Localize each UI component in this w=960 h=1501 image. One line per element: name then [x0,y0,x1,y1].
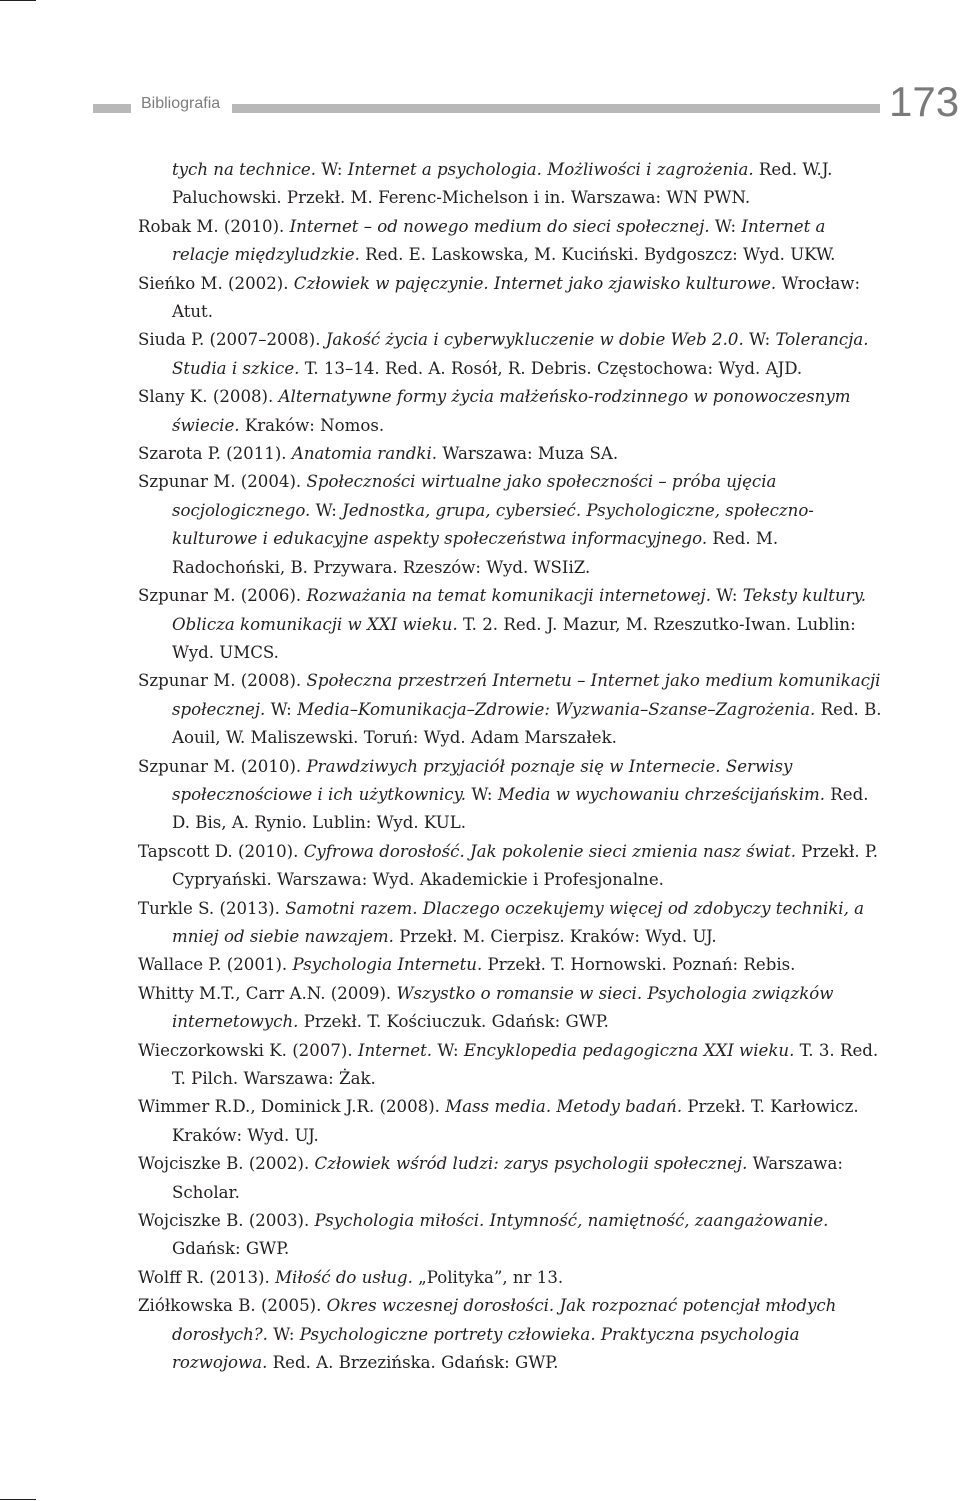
entry-title-text: Psychologia Internetu. [292,955,483,975]
entry-title-text: Miłość do usług. [275,1267,413,1287]
entry-title-text: Samotni razem. Dlaczego oczekujemy więcej od zdobyczy techniki, a mniej od siebie nawzajem. [172,898,865,946]
entry-title-text: Jakość życia i cyberwykluczenie w dobie Web 2.0. [325,330,744,350]
entry-text: Ziółkowska B. (2005). [138,1296,327,1316]
entry-text: Wojciszke B. (2003). [138,1211,315,1231]
entry-text: Wrocław: Atut. [172,273,861,322]
crop-mark-bottom [0,1499,36,1500]
entry-text: Red. M. Radochoński, B. Przywara. Rzeszów: Wyd. WSIiZ. [172,529,779,577]
entry-text: T. 3. Red. T. Pilch. Warszawa: Żak. [172,1040,879,1088]
bibliography-entry [138,156,884,213]
entry-text: W: [432,1040,464,1060]
entry-text: W: [710,586,743,606]
page-number: 173 [889,78,960,125]
bibliography-entry [138,1292,884,1377]
entry-text: Szarota P. (2011). [138,444,292,464]
entry-title-text: Media w wychowaniu chrześcijańskim. [497,784,826,804]
entry-text: Robak M. (2010). [138,216,290,236]
bibliography-entry [138,980,884,1037]
entry-text: W: [316,160,348,179]
entry-title-text: Okres wczesnej dorosłości. Jak rozpoznać potencjał młodych dorosłych?. [172,1296,837,1344]
bibliography-entry [138,753,884,838]
entry-title-text: Wszystko o romansie w sieci. Psychologia związków internetowych. [172,983,834,1032]
bibliography-entry [138,1150,884,1207]
entry-text: Wallace P. (2001). [138,955,293,975]
entry-text: Warszawa: Muza SA. [437,444,619,464]
entry-text: Szpunar M. (2004). [138,472,307,492]
entry-text: Red. D. Bis, A. Rynio. Lublin: Wyd. KUL. [172,784,869,833]
entry-title-text: Anatomia randki. [291,444,438,464]
bibliography-entry [138,1207,884,1264]
entry-title-text: tych na technice. [172,160,317,179]
entry-title-text: Społeczna przestrzeń Internetu – Internet jako medium komunikacji społecznej. [172,671,881,719]
entry-title-text: Psychologia miłości. Intymność, namiętność, zaangażowanie. [314,1211,829,1231]
entry-text: Siuda P. (2007–2008). [138,330,326,350]
entry-title-text: Jednostka, grupa, cybersieć. Psychologiczne, społeczno-kulturowe i edukacyjne aspekty społeczeństwa informacyjnego. [172,500,814,549]
entry-title-text: Internet. [357,1040,433,1060]
entry-title-text: Cyfrowa dorosłość. Jak pokolenie sieci zmienia nasz świat. [303,841,796,861]
entry-text: Wieczorkowski K. (2007). [138,1040,358,1060]
entry-text: Whitty M.T., Carr A.N. (2009). [138,983,397,1003]
entry-text: W: [310,500,343,520]
entry-text: Przekł. T. Hornowski. Poznań: Rebis. [482,955,796,975]
entry-text: Red. W.J. Paluchowski. Przekł. M. Ferenc-Michelson i in. Warszawa: WN PWN. [172,160,833,208]
running-header [0,78,960,128]
entry-title-text: Człowiek wśród ludzi: zarys psychologii społecznej. [314,1154,748,1174]
entry-text: Wojciszke B. (2002). [138,1154,315,1174]
entry-title-text: Człowiek w pajęczynie. Internet jako zjawisko kulturowe. [293,273,777,293]
entry-text: W: [709,216,742,236]
entry-text: Red. E. Laskowska, M. Kuciński. Bydgoszcz: Wyd. UKW. [359,245,836,265]
entry-title-text: Alternatywne formy życia małżeńsko-rodzinnego w ponowoczesnym świecie. [172,387,851,435]
entry-text: Szpunar M. (2006). [138,586,307,606]
header-bar [93,104,131,113]
bibliography-entry [138,383,884,440]
entry-text: Warszawa: Scholar. [172,1154,843,1202]
header-rule [232,104,880,113]
entry-title-text: Tolerancja. Studia i szkice. [172,330,869,378]
entry-text: Wolff R. (2013). [138,1267,276,1287]
entry-text: Przekł. T. Karłowicz. Kraków: Wyd. UJ. [172,1097,859,1145]
entry-text: Przekł. T. Kościuczuk. Gdańsk: GWP. [298,1012,609,1032]
entry-title-text: Rozważania na temat komunikacji internetowej. [306,586,711,606]
entry-text: W: [743,330,776,350]
bibliography-entry [138,213,884,270]
entry-text: Red. B. Aouil, W. Maliszewski. Toruń: Wyd. Adam Marszałek. [172,699,882,748]
entry-text: W: [466,784,498,804]
bibliography-entry [138,895,884,952]
bibliography-entry [138,582,884,667]
bibliography-entry [138,326,884,383]
entry-text: Gdańsk: GWP. [172,1239,290,1259]
entry-text: Red. A. Brzezińska. Gdańsk: GWP. [267,1353,559,1373]
entry-title-text: Społeczności wirtualne jako społeczności – próba ujęcia socjologicznego. [172,472,777,520]
entry-text: T. 13–14. Red. A. Rosół, R. Debris. Częstochowa: Wyd. AJD. [299,358,803,378]
entry-text: Przekł. M. Cierpisz. Kraków: Wyd. UJ. [393,926,717,946]
entry-title-text: Teksty kultury. Oblicza komunikacji w XXI wieku. [172,586,867,634]
entry-text: Wimmer R.D., Dominick J.R. (2008). [138,1097,446,1117]
entry-text: Slany K. (2008). [138,387,279,407]
entry-text: Kraków: Nomos. [239,415,385,435]
bibliography-entry [138,838,884,895]
entry-text: Szpunar M. (2010). [138,756,307,776]
bibliography-entry [138,270,884,327]
bibliography-entry [138,1037,884,1094]
entry-text: „Polityka”, nr 13. [412,1267,564,1287]
entry-text: Tapscott D. (2010). [138,841,304,861]
entry-title-text: Internet – od nowego medium do sieci społecznej. [289,216,710,236]
bibliography-entry [138,1264,884,1292]
bibliography-entry [138,1093,884,1150]
entry-text: Turkle S. (2013). [138,898,286,918]
bibliography-entry [138,468,884,582]
entry-title-text: Prawdziwych przyjaciół poznaje się w Internecie. Serwisy społecznościowe i ich użytkownicy. [172,756,793,804]
bibliography-list [138,156,884,1377]
entry-text: Sieńko M. (2002). [138,273,294,293]
entry-text: Przekł. P. Cypryański. Warszawa: Wyd. Akademickie i Profesjonalne. [172,841,878,890]
bibliography-entry [138,440,884,468]
entry-title-text: Media–Komunikacja–Zdrowie: Wyzwania–Szanse–Zagrożenia. [297,699,816,719]
entry-text: W: [267,1324,300,1344]
entry-text: W: [265,699,298,719]
entry-title-text: Mass media. Metody badań. [445,1097,683,1117]
entry-title-text: Encyklopedia pedagogiczna XXI wieku. [463,1040,795,1060]
entry-text: T. 2. Red. J. Mazur, M. Rzeszutko-Iwan. Lublin: Wyd. UMCS. [172,614,856,662]
bibliography-entry [138,951,884,979]
entry-title-text: Internet a relacje międzyludzkie. [172,216,826,265]
entry-title-text: Psychologiczne portrety człowieka. Praktyczna psychologia rozwojowa. [172,1324,800,1373]
entry-title-text: Internet a psychologia. Możliwości i zagrożenia. [347,160,754,179]
section-title: Bibliografia [141,95,221,112]
bibliography-entry [138,667,884,752]
crop-mark-top [0,0,36,1]
entry-text: Szpunar M. (2008). [138,671,307,691]
